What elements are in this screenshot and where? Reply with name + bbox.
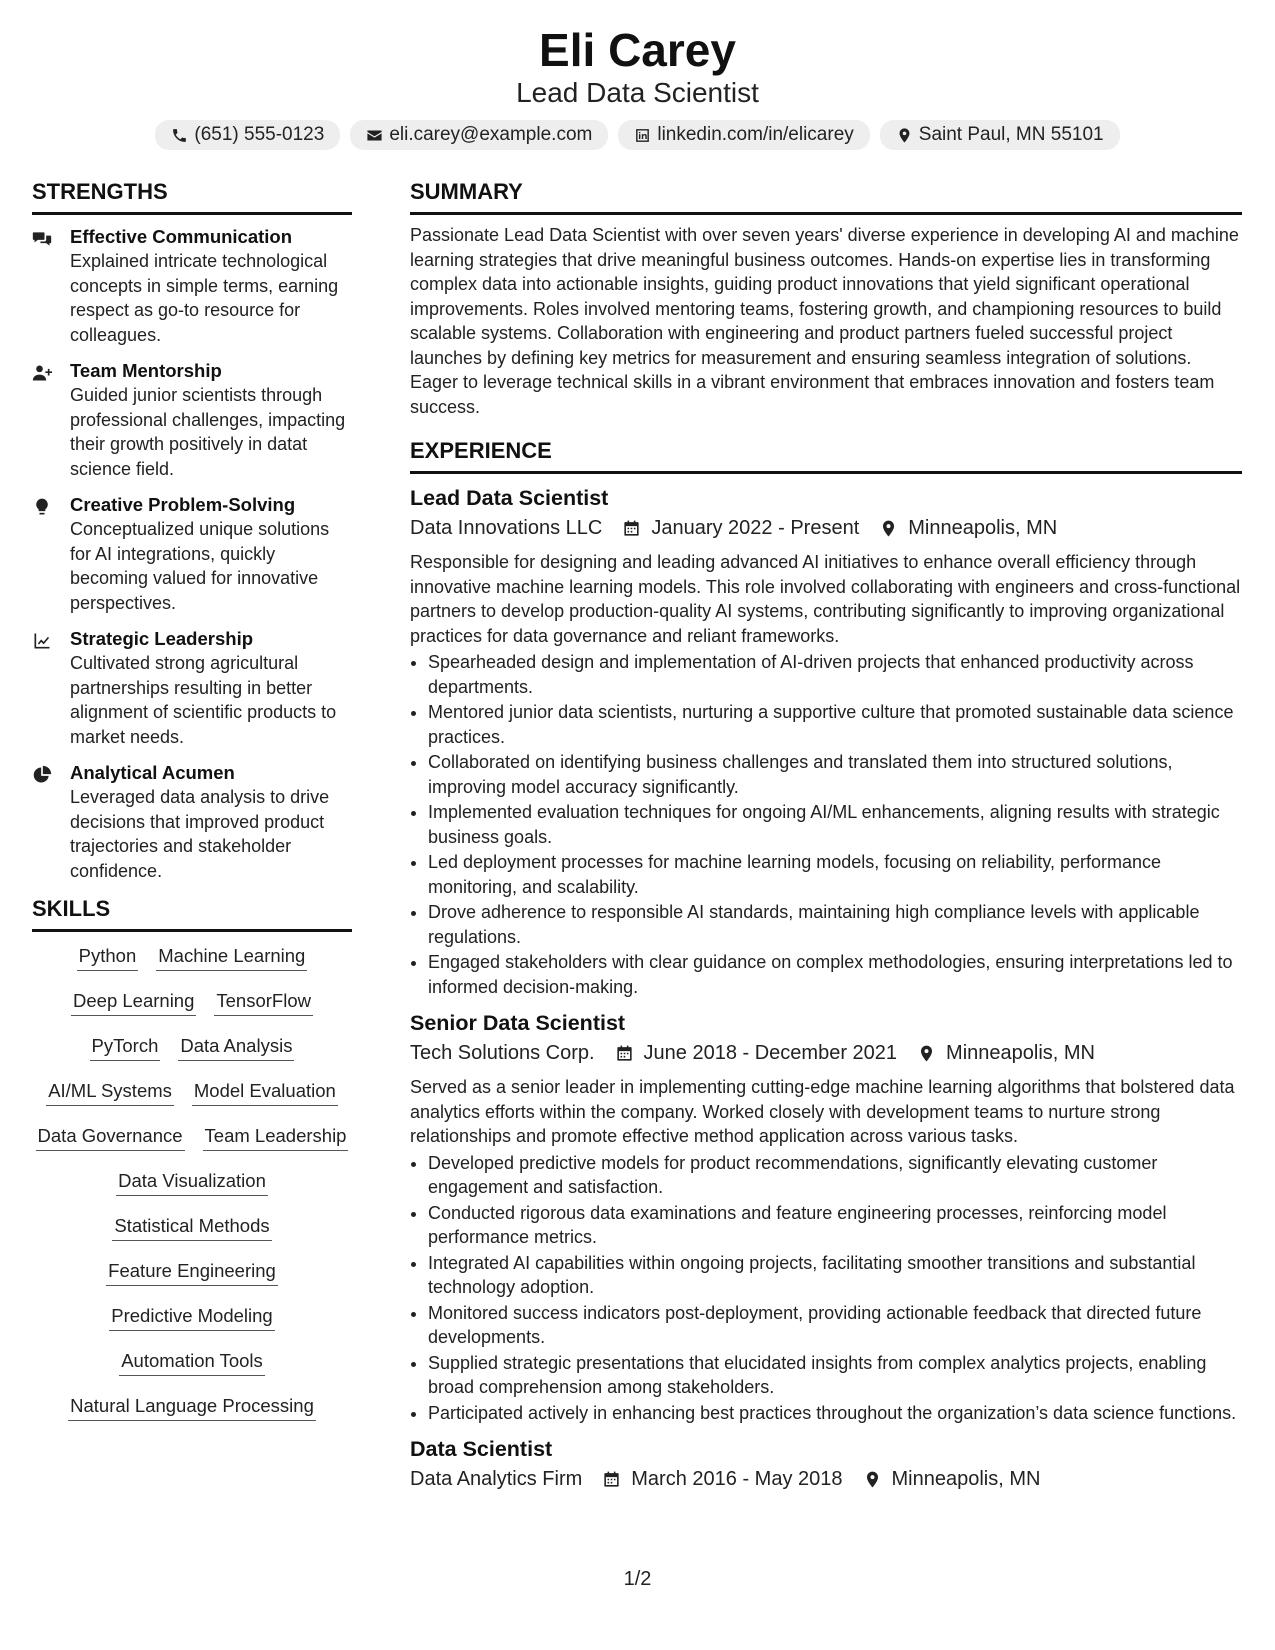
- strength-body: [70, 627, 352, 749]
- contact-map-pin[interactable]: [880, 120, 1120, 150]
- skill-row: [32, 1077, 352, 1122]
- skill-tag: Predictive Modeling: [109, 1302, 274, 1331]
- candidate-title: Lead Data Scientist: [516, 77, 759, 108]
- skill-tag: Machine Learning: [156, 942, 307, 971]
- job-title: Senior Data Scientist: [410, 1011, 626, 1035]
- comments-icon: [32, 225, 56, 347]
- job-bullet: • Engaged stakeholders with clear guidance on complex methodologies, ensuring interpretations led to informed decision-making.: [428, 950, 1242, 999]
- skill-row: [32, 987, 352, 1032]
- skill-tag: Data Analysis: [178, 1032, 294, 1061]
- experience-heading: EXPERIENCE: [410, 437, 1242, 474]
- job-bullet: • Implemented evaluation techniques for ongoing AI/ML enhancements, aligning results with strategic business goals.: [428, 800, 1242, 849]
- skill-row: [32, 1032, 352, 1077]
- job-dates: March 2016 - May 2018: [631, 1468, 843, 1490]
- calendar-icon: [602, 519, 651, 538]
- job-bullet: • Conducted rigorous data examinations and feature engineering processes, reinforcing model performance metrics.: [428, 1201, 1242, 1250]
- skill-row: [32, 1302, 352, 1347]
- skill-tag: Data Governance: [36, 1122, 185, 1151]
- skill-row: [32, 1212, 352, 1257]
- strengths-section: [32, 178, 352, 883]
- job-bullet: • Participated actively in enhancing best practices throughout the organization’s data science functions.: [428, 1401, 1242, 1426]
- strength-desc: Guided junior scientists through professional challenges, impacting their growth positively in datat science field.: [70, 385, 346, 479]
- job-description: Responsible for designing and leading advanced AI initiatives to enhance overall efficiency through innovative machine learning models. This role involved collaborating with engineers and cross-functional partners to develop production-quality AI systems, contributing significantly to improving organizational practices for data governance and reliant frameworks.: [410, 552, 1241, 646]
- skill-tag: Feature Engineering: [106, 1257, 278, 1286]
- job-entry: [410, 1009, 1242, 1425]
- strength-title: Effective Communication: [70, 226, 293, 247]
- job-meta: [410, 514, 1242, 542]
- job-bullets: [410, 650, 1242, 999]
- summary-text: Passionate Lead Data Scientist with over seven years' diverse experience in developing AI and machine learning strategies that drive meaningful business outcomes. Hands-on expertise lies in transforming complex data into actionable insights, guiding product innovations that yield significant operational improvements. Roles involved mentoring teams, fostering growth, and championing resources to build scalable systems. Collaboration with engineering and product partners fueled successful project launches by defining key metrics for measurement and ensuring seamless integration of solutions. Eager to leverage technical skills in a vibrant environment that embraces innovation and fosters team success.: [410, 225, 1239, 417]
- user-plus-icon: [32, 359, 56, 481]
- job-company: Tech Solutions Corp.: [410, 1042, 595, 1064]
- envelope-icon: [366, 127, 383, 144]
- job-meta: [410, 1465, 1242, 1493]
- job-dates: June 2018 - December 2021: [643, 1042, 898, 1064]
- job-location: Minneapolis, MN: [946, 1042, 1095, 1064]
- phone-icon: [171, 127, 188, 144]
- job-bullets: [410, 1151, 1242, 1426]
- strength-body: [70, 359, 352, 481]
- job-meta: [410, 1039, 1242, 1067]
- candidate-name: Eli Carey: [539, 24, 736, 76]
- skill-row: [32, 1347, 352, 1392]
- strength-title: Analytical Acumen: [70, 762, 235, 783]
- skill-row: [32, 1392, 352, 1437]
- skill-tag: Natural Language Processing: [68, 1392, 316, 1421]
- job-bullet: • Mentored junior data scientists, nurturing a supportive culture that promoted sustainable data science practices.: [428, 700, 1242, 749]
- contact-envelope[interactable]: [350, 120, 608, 150]
- contact-text: (651) 555-0123: [194, 124, 325, 145]
- strength-title: Strategic Leadership: [70, 628, 254, 649]
- strength-body: [70, 493, 352, 615]
- map-pin-icon: [843, 1470, 892, 1489]
- strength-item: [32, 493, 352, 615]
- pie-chart-icon: [32, 761, 56, 883]
- strength-title: Creative Problem-Solving: [70, 494, 296, 515]
- linkedin-icon: [634, 127, 651, 144]
- job-bullet: • Integrated AI capabilities within ongoing projects, facilitating smoother transitions and substantial technology adoption.: [428, 1251, 1242, 1300]
- job-bullet: • Led deployment processes for machine learning models, focusing on reliability, performance monitoring, and scalability.: [428, 850, 1242, 899]
- skills-section: [32, 895, 352, 1437]
- skill-tag: Statistical Methods: [112, 1212, 271, 1241]
- skill-tag: Model Evaluation: [192, 1077, 338, 1106]
- strength-body: [70, 225, 352, 347]
- skill-row: [32, 1257, 352, 1302]
- strength-item: [32, 225, 352, 347]
- strengths-heading: STRENGTHS: [32, 178, 352, 215]
- map-pin-icon: [896, 127, 913, 144]
- contact-phone[interactable]: [155, 120, 340, 150]
- map-pin-icon: [897, 1044, 946, 1063]
- calendar-icon: [582, 1470, 631, 1489]
- job-entry: [410, 1435, 1242, 1493]
- strength-body: [70, 761, 352, 883]
- skills-list: [32, 942, 352, 1437]
- summary-section: [410, 178, 1242, 419]
- job-location: Minneapolis, MN: [891, 1468, 1041, 1490]
- strength-item: [32, 761, 352, 883]
- job-bullet: • Drove adherence to responsible AI standards, maintaining high compliance levels with applicable regulations.: [428, 900, 1242, 949]
- calendar-icon: [595, 1044, 644, 1063]
- skill-tag: TensorFlow: [214, 987, 313, 1016]
- contact-linkedin[interactable]: [618, 120, 869, 150]
- lightbulb-icon: [32, 493, 56, 615]
- right-column: [410, 178, 1242, 1493]
- contact-text: eli.carey@example.com: [389, 124, 593, 145]
- resume-header: [0, 0, 1275, 150]
- experience-section: [410, 437, 1242, 1493]
- left-column: [32, 178, 352, 1437]
- job-title: Data Scientist: [410, 1437, 553, 1461]
- job-entry: [410, 484, 1242, 999]
- skills-heading: SKILLS: [32, 895, 352, 932]
- job-title: Lead Data Scientist: [410, 486, 609, 510]
- map-pin-icon: [859, 519, 908, 538]
- job-bullet: • Developed predictive models for product recommendations, significantly elevating customer engagement and satisfaction.: [428, 1151, 1242, 1200]
- strength-desc: Cultivated strong agricultural partnerships resulting in better alignment of scientific products to market needs.: [70, 653, 337, 747]
- skill-tag: Automation Tools: [119, 1347, 265, 1376]
- job-bullet: • Spearheaded design and implementation of AI-driven projects that enhanced productivity across departments.: [428, 650, 1242, 699]
- skill-tag: Data Visualization: [116, 1167, 268, 1196]
- skill-tag: Deep Learning: [71, 987, 196, 1016]
- skill-tag: Python: [77, 942, 139, 971]
- page-number: 1/2: [623, 1568, 652, 1590]
- job-location: Minneapolis, MN: [908, 517, 1058, 539]
- strength-item: [32, 359, 352, 481]
- job-list: [410, 484, 1242, 1493]
- strength-title: Team Mentorship: [70, 360, 222, 381]
- summary-heading: SUMMARY: [410, 178, 1242, 215]
- skill-row: [32, 1122, 352, 1167]
- strengths-list: [32, 225, 352, 883]
- job-bullet: • Monitored success indicators post-deployment, providing actionable feedback that directed future developments.: [428, 1301, 1242, 1350]
- strength-desc: Conceptualized unique solutions for AI integrations, quickly becoming valued for innovative perspectives.: [70, 519, 330, 613]
- skill-tag: PyTorch: [90, 1032, 161, 1061]
- job-company: Data Innovations LLC: [410, 517, 603, 539]
- skill-row: [32, 942, 352, 987]
- strength-desc: Explained intricate technological concepts in simple terms, earning respect as go-to resource for colleagues.: [70, 251, 339, 345]
- contact-text: Saint Paul, MN 55101: [918, 124, 1104, 145]
- job-description: Served as a senior leader in implementing cutting-edge machine learning algorithms that bolstered data analytics efforts within the company. Worked closely with development teams to nurture strong relationships and promote effective method application across various tasks.: [410, 1077, 1235, 1146]
- job-bullet: • Supplied strategic presentations that elucidated insights from complex analytics projects, enabling broad comprehension among stakeholders.: [428, 1351, 1242, 1400]
- skill-tag: AI/ML Systems: [46, 1077, 174, 1106]
- job-company: Data Analytics Firm: [410, 1468, 583, 1490]
- skill-row: [32, 1167, 352, 1212]
- strength-item: [32, 627, 352, 749]
- job-bullet: • Collaborated on identifying business challenges and translated them into structured solutions, improving model accuracy significantly.: [428, 750, 1242, 799]
- line-chart-icon: [32, 627, 56, 749]
- contact-bar: [0, 120, 1275, 150]
- job-dates: January 2022 - Present: [651, 517, 860, 539]
- skill-tag: Team Leadership: [203, 1122, 349, 1151]
- contact-text: linkedin.com/in/elicarey: [657, 124, 854, 145]
- strength-desc: Leveraged data analysis to drive decisions that improved product trajectories and stakeholder confidence.: [70, 787, 330, 881]
